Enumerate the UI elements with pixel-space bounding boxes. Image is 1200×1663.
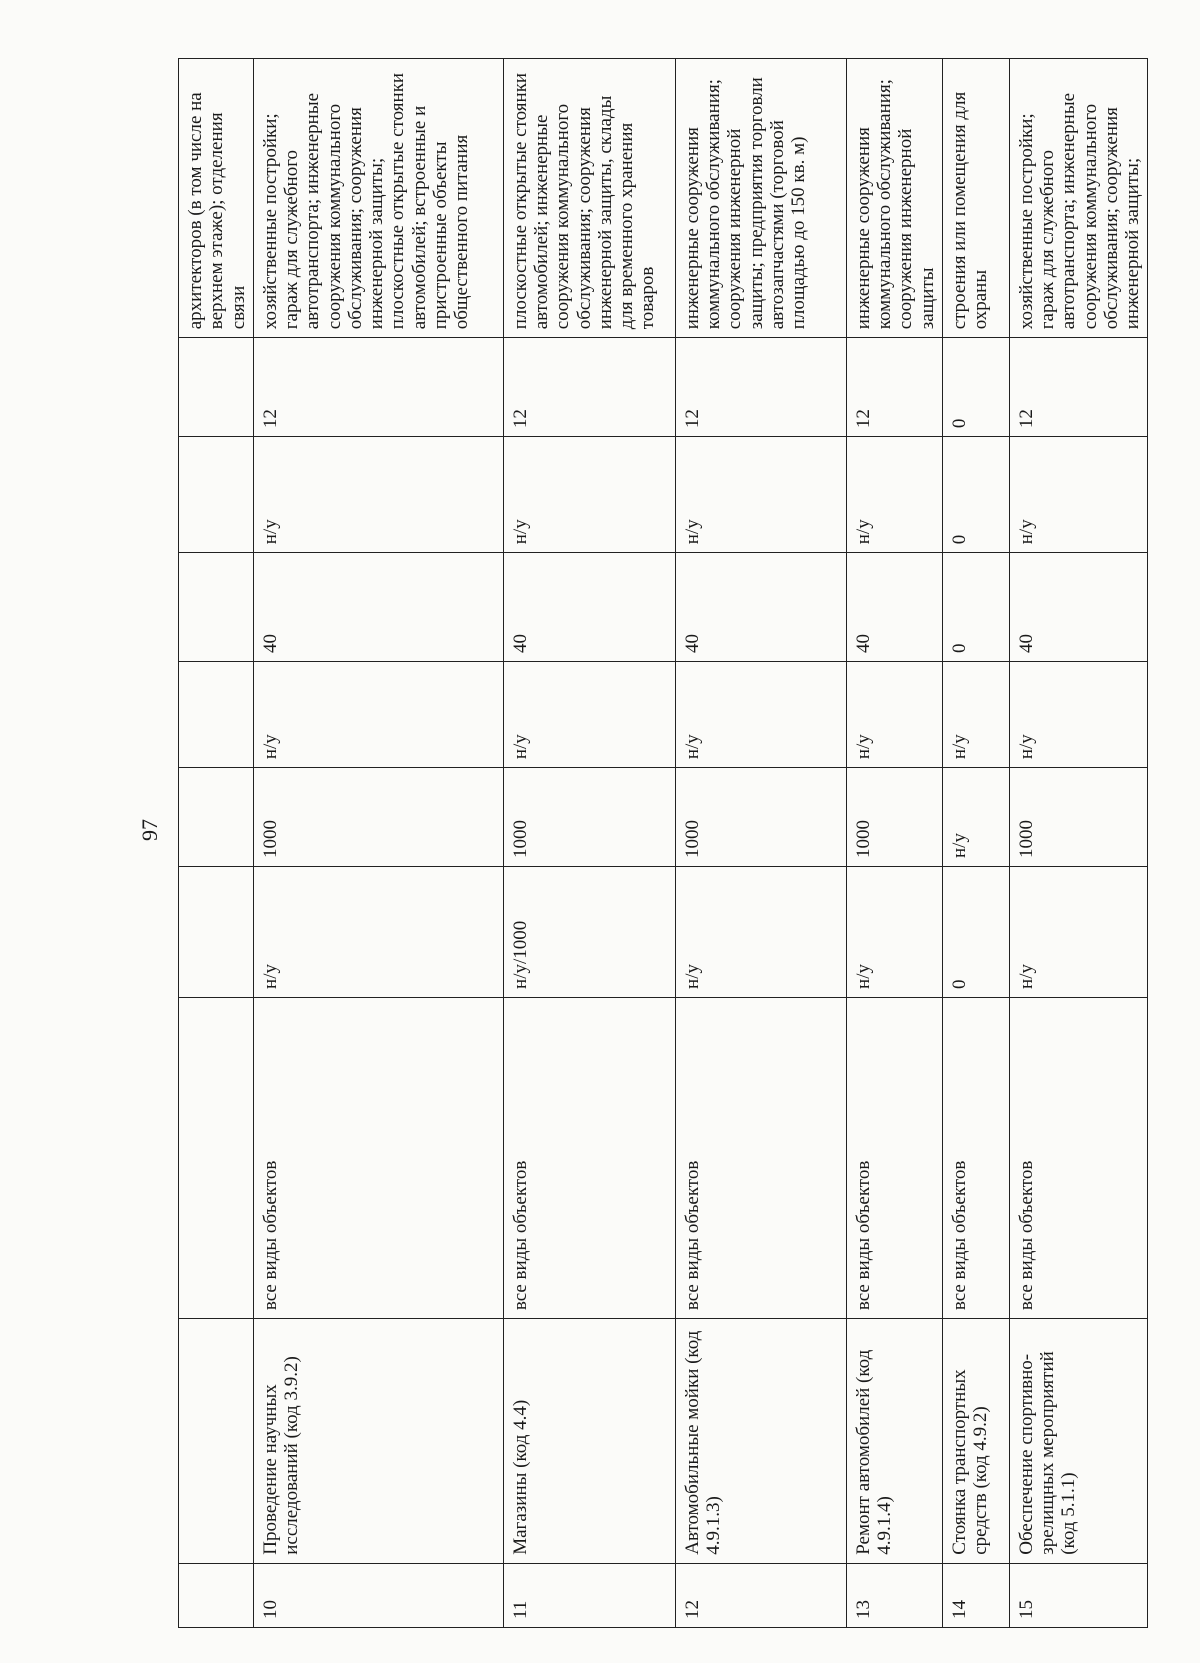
- table-row: [675, 59, 846, 1628]
- rotated-table-stage: [178, 58, 1144, 1628]
- param-cell-3: н/у: [942, 661, 1009, 767]
- param-cell-6: 12: [253, 338, 503, 437]
- param-cell-1: н/у: [253, 867, 503, 998]
- param-cell-5: н/у: [503, 437, 675, 553]
- param-cell-4: 0: [942, 553, 1009, 662]
- param-cell-5: 0: [942, 437, 1009, 553]
- param-cell-3: н/у: [1009, 661, 1148, 767]
- param-cell-1: н/у/1000: [503, 867, 675, 998]
- auxiliary-uses-cell: хозяйственные постройки; гараж для служебного автотранспорта; инженерные сооружения коммунального обслуживания; сооружения инженерной защиты; плоскостные открытые стоянки автомобилей; встроенные и пристроенные объекты общественного питания: [253, 59, 503, 338]
- table-cell: [179, 1563, 254, 1627]
- page-number-text: 97: [137, 819, 162, 841]
- param-cell-6: 12: [846, 338, 942, 437]
- row-number: 10: [253, 1563, 503, 1627]
- auxiliary-uses-cell: хозяйственные постройки; гараж для служебного автотранспорта; инженерные сооружения коммунального обслуживания; сооружения инженерной защиты;: [1009, 59, 1148, 338]
- auxiliary-uses-cell: плоскостные открытые стоянки автомобилей; инженерные сооружения коммунального обслуживания; сооружения инженерной защиты, склады для временного хранения товаров: [503, 59, 675, 338]
- object-types-cell: все виды объектов: [503, 997, 675, 1318]
- permitted-use-cell: Стоянка транспортных средств (код 4.9.2): [942, 1319, 1009, 1564]
- table-row: [1009, 59, 1148, 1628]
- table-cell: [179, 661, 254, 767]
- param-cell-4: 40: [503, 553, 675, 662]
- param-cell-1: н/у: [1009, 867, 1148, 998]
- table-cell: [179, 553, 254, 662]
- row-number: 15: [1009, 1563, 1148, 1627]
- permitted-use-cell: Ремонт автомобилей (код 4.9.1.4): [846, 1319, 942, 1564]
- param-cell-5: н/у: [1009, 437, 1148, 553]
- permitted-use-cell: Проведение научных исследований (код 3.9.2): [253, 1319, 503, 1564]
- param-cell-3: н/у: [675, 661, 846, 767]
- object-types-cell: все виды объектов: [942, 997, 1009, 1318]
- param-cell-1: н/у: [846, 867, 942, 998]
- table-cell: [179, 437, 254, 553]
- param-cell-2: 1000: [675, 768, 846, 867]
- object-types-cell: все виды объектов: [846, 997, 942, 1318]
- object-types-cell: все виды объектов: [253, 997, 503, 1318]
- param-cell-3: н/у: [503, 661, 675, 767]
- auxiliary-uses-cell: инженерные сооружения коммунального обслуживания; сооружения инженерной защиты; предприятия торговли автозапчастями (торговой площадью до 150 кв. м): [675, 59, 846, 338]
- regulations-table: [178, 58, 1148, 1628]
- continuation-cell: архитекторов (в том числе на верхнем этаже); отделения связи: [179, 59, 254, 338]
- permitted-use-cell: Магазины (код 4.4): [503, 1319, 675, 1564]
- param-cell-1: н/у: [675, 867, 846, 998]
- param-cell-2: 1000: [503, 768, 675, 867]
- param-cell-3: н/у: [846, 661, 942, 767]
- object-types-cell: все виды объектов: [1009, 997, 1148, 1318]
- param-cell-4: 40: [253, 553, 503, 662]
- param-cell-1: 0: [942, 867, 1009, 998]
- param-cell-5: н/у: [675, 437, 846, 553]
- table-cell: [179, 997, 254, 1318]
- table-row-continuation: [179, 59, 254, 1628]
- object-types-cell: все виды объектов: [675, 997, 846, 1318]
- param-cell-4: 40: [675, 553, 846, 662]
- table-cell: [179, 1319, 254, 1564]
- param-cell-6: 12: [1009, 338, 1148, 437]
- param-cell-3: н/у: [253, 661, 503, 767]
- param-cell-2: 1000: [253, 768, 503, 867]
- param-cell-2: 1000: [846, 768, 942, 867]
- param-cell-5: н/у: [253, 437, 503, 553]
- param-cell-2: н/у: [942, 768, 1009, 867]
- table-cell: [179, 768, 254, 867]
- param-cell-4: 40: [1009, 553, 1148, 662]
- param-cell-6: 0: [942, 338, 1009, 437]
- row-number: 11: [503, 1563, 675, 1627]
- table-row: [503, 59, 675, 1628]
- row-number: 13: [846, 1563, 942, 1627]
- permitted-use-cell: Обеспечение спортивно-зрелищных мероприятий (код 5.1.1): [1009, 1319, 1148, 1564]
- param-cell-5: н/у: [846, 437, 942, 553]
- row-number: 12: [675, 1563, 846, 1627]
- row-number: 14: [942, 1563, 1009, 1627]
- param-cell-2: 1000: [1009, 768, 1148, 867]
- table-cell: [179, 867, 254, 998]
- auxiliary-uses-cell: строения или помещения для охраны: [942, 59, 1009, 338]
- param-cell-4: 40: [846, 553, 942, 662]
- auxiliary-uses-cell: инженерные сооружения коммунального обслуживания; сооружения инженерной защиты: [846, 59, 942, 338]
- table-row: [253, 59, 503, 1628]
- param-cell-6: 12: [503, 338, 675, 437]
- table-cell: [179, 338, 254, 437]
- table-row: [942, 59, 1009, 1628]
- param-cell-6: 12: [675, 338, 846, 437]
- permitted-use-cell: Автомобильные мойки (код 4.9.1.3): [675, 1319, 846, 1564]
- table-row: [846, 59, 942, 1628]
